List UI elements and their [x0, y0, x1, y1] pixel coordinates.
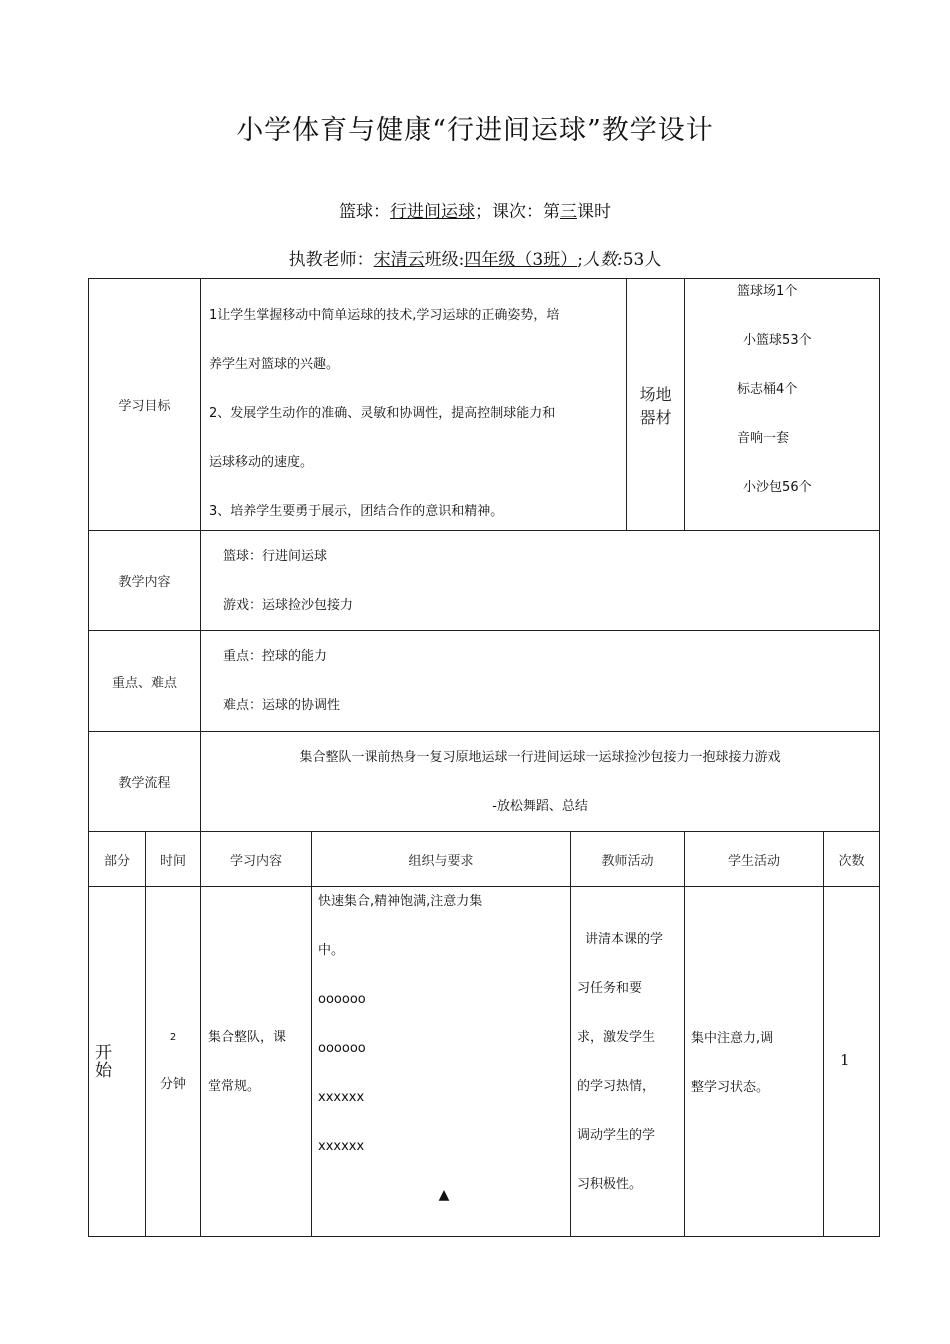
organization-cell: 快速集合,精神饱满,注意力集 中。 oooooo oooooo xxxxxx xxxxxx ▲ — [312, 887, 571, 1237]
content-row — [89, 531, 880, 631]
content-text — [201, 531, 880, 631]
header-student: 学生活动 — [685, 832, 824, 887]
flow-line: -放松舞蹈、总结 — [492, 798, 588, 814]
student-count: 53人 — [622, 250, 662, 270]
teacher-label: 执教老师： — [288, 250, 374, 270]
equipment-item: 小沙包56个 — [743, 480, 812, 495]
content-label: 教学内容 — [89, 531, 201, 631]
keypoint-line: 重点：控球的能力 — [223, 649, 328, 664]
lesson-number: 三 — [560, 202, 577, 222]
equipment-list — [685, 279, 880, 531]
class-label: 班级: — [424, 250, 465, 270]
lesson-label: ；课次：第 — [475, 202, 560, 222]
part-cell: 开始 — [89, 887, 146, 1237]
count-cell: 1 — [824, 887, 880, 1237]
keypoint-line: 难点：运球的协调性 — [223, 698, 341, 713]
separator: ; — [577, 250, 583, 270]
content-line: 篮球：行进间运球 — [223, 548, 328, 564]
header-part: 部分 — [89, 832, 146, 887]
flow-row — [89, 732, 880, 832]
lesson-unit: 课时 — [577, 202, 611, 222]
equipment-item: 标志桶4个 — [737, 382, 798, 397]
header-content: 学习内容 — [201, 832, 312, 887]
goal-line: 3、培养学生要勇于展示，团结合作的意识和精神。 — [209, 504, 504, 519]
header-time: 时间 — [146, 832, 201, 887]
teacher-name: 宋清云 — [373, 250, 425, 270]
lesson-plan-table — [88, 278, 880, 1237]
goals-label: 学习目标 — [89, 279, 201, 531]
page-title: 小学体育与健康“行进间运球”教学设计 — [236, 115, 714, 146]
equipment-item: 篮球场1个 — [737, 284, 798, 299]
equipment-label: 场地 器材 — [626, 279, 684, 530]
goals-equipment-cell — [201, 279, 685, 531]
student-activity-cell: 集中注意力,调 整学习状态。 — [685, 887, 824, 1237]
class-name: 四年级（3班） — [464, 250, 578, 270]
equipment-item: 小篮球53个 — [743, 333, 812, 348]
course-topic: 行进间运球 — [390, 202, 475, 222]
flow-text — [201, 732, 880, 832]
course-info-line — [0, 197, 950, 222]
course-label: 篮球： — [339, 202, 390, 222]
goal-line: 2、发展学生动作的准确、灵敏和协调性，提高控制球能力和 — [209, 406, 556, 421]
header-teacher: 教师活动 — [571, 832, 685, 887]
flow-line: 集合整队一课前热身一复习原地运球一行进间运球一运球捡沙包接力一抱球接力游戏 — [299, 749, 781, 765]
count-label: 人数: — [582, 250, 623, 270]
keypoints-text — [201, 631, 880, 732]
time-cell: 2 分钟 — [146, 887, 201, 1237]
teacher-activity-cell: 讲清本课的学 习任务和要 求，激发学生 的学习热情， 调动学生的学 习积极性。 — [571, 887, 685, 1237]
goals-row — [89, 279, 880, 531]
equipment-item: 音响一套 — [737, 431, 790, 446]
table-row — [89, 887, 880, 1237]
header-count: 次数 — [824, 832, 880, 887]
goals-text — [201, 279, 626, 530]
content-line: 游戏：运球捡沙包接力 — [223, 597, 354, 613]
keypoints-label: 重点、难点 — [89, 631, 201, 732]
flow-label: 教学流程 — [89, 732, 201, 832]
goal-line: 运球移动的速度。 — [209, 455, 314, 470]
goal-line: 养学生对篮球的兴趣。 — [209, 357, 340, 372]
goal-line: 1让学生掌握移动中简单运球的技术,学习运球的正确姿势，培 — [209, 308, 560, 323]
header-organization: 组织与要求 — [312, 832, 571, 887]
content-cell: 集合整队，课 堂常规。 — [201, 887, 312, 1237]
keypoints-row — [89, 631, 880, 732]
teacher-position-marker: ▲ — [438, 1187, 450, 1203]
